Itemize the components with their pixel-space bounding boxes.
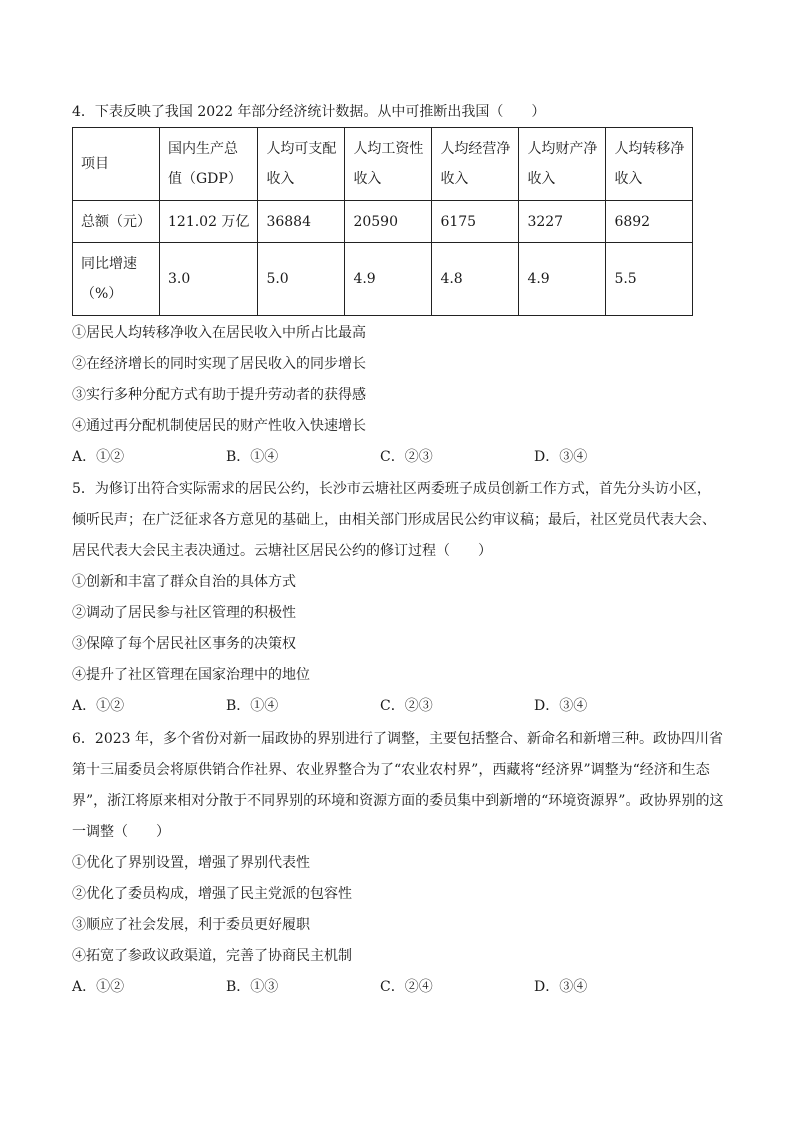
question-6-stem-line-2: 第十三届委员会将原供销合作社界、农业界整合为了“农业农村界”，西藏将“经济界”调整为“经济和生态 xyxy=(72,762,710,778)
q5-option-c[interactable]: C．②③ xyxy=(380,698,433,714)
question-5-stem-line-2: 倾听民声；在广泛征求各方意见的基础上，由相关部门形成居民公约审议稿；最后，社区党员代表大会、 xyxy=(72,512,716,528)
q6-statement-1: ①优化了界别设置，增强了界别代表性 xyxy=(72,855,310,871)
q6-statement-2: ②优化了委员构成，增强了民主党派的包容性 xyxy=(72,886,352,902)
table-cell: 5.5 xyxy=(606,243,693,316)
table-header-row xyxy=(73,128,693,201)
q4-option-c[interactable]: C．②③ xyxy=(380,449,433,465)
q6-option-d[interactable]: D．③④ xyxy=(534,979,588,995)
question-5-stem-line-1: 5．为修订出符合实际需求的居民公约，长沙市云塘社区两委班子成员创新工作方式，首先分头访小区， xyxy=(72,481,711,497)
row-label-growth: 同比增速 （%） xyxy=(73,243,160,316)
table-cell: 6175 xyxy=(432,201,519,243)
table-cell: 5.0 xyxy=(258,243,345,316)
question-6-stem-line-1: 6．2023 年，多个省份对新一届政协的界别进行了调整，主要包括整合、新命名和新增三种。政协四川省 xyxy=(72,731,723,747)
table-row xyxy=(73,243,693,316)
q4-option-a[interactable]: A．①② xyxy=(72,449,125,465)
question-6-stem-line-3: 界”，浙江将原来相对分散于不同界别的环境和资源方面的委员集中到新增的“环境资源界”。政协界别的这 xyxy=(72,793,724,809)
q5-statement-2: ②调动了居民参与社区管理的积极性 xyxy=(72,605,296,621)
q6-statement-3: ③顺应了社会发展，利于委员更好履职 xyxy=(72,917,310,933)
header-transfer-income: 人均转移净 收入 xyxy=(606,128,693,201)
q4-statement-4: ④通过再分配机制使居民的财产性收入快速增长 xyxy=(72,418,366,434)
header-property-income: 人均财产净 收入 xyxy=(519,128,606,201)
q6-option-a[interactable]: A．①② xyxy=(72,979,125,995)
q6-option-b[interactable]: B．①③ xyxy=(226,979,279,995)
header-item: 项目 xyxy=(73,128,160,201)
q6-statement-4: ④拓宽了参政议政渠道，完善了协商民主机制 xyxy=(72,948,352,964)
question-6-stem-line-4: 一调整（ ） xyxy=(72,824,170,840)
q5-option-b[interactable]: B．①④ xyxy=(226,698,279,714)
economic-statistics-table xyxy=(72,127,693,316)
table-cell: 36884 xyxy=(258,201,345,243)
table-cell: 20590 xyxy=(345,201,432,243)
row-label-total: 总额（元） xyxy=(73,201,160,243)
q4-option-d[interactable]: D．③④ xyxy=(534,449,588,465)
table-cell: 6892 xyxy=(606,201,693,243)
q5-option-d[interactable]: D．③④ xyxy=(534,698,588,714)
table-row xyxy=(73,201,693,243)
question-5-stem-line-3: 居民代表大会民主表决通过。云塘社区居民公约的修订过程（ ） xyxy=(72,543,492,559)
table-cell: 121.02 万亿 xyxy=(160,201,258,243)
table-cell: 4.9 xyxy=(519,243,606,316)
q4-option-b[interactable]: B．①④ xyxy=(226,449,279,465)
q6-option-c[interactable]: C．②④ xyxy=(380,979,433,995)
q5-statement-4: ④提升了社区管理在国家治理中的地位 xyxy=(72,667,310,683)
question-4-stem: 4．下表反映了我国 2022 年部分经济统计数据。从中可推断出我国（ ） xyxy=(72,104,546,120)
table-cell: 3.0 xyxy=(160,243,258,316)
header-disposable-income: 人均可支配 收入 xyxy=(258,128,345,201)
header-wage-income: 人均工资性 收入 xyxy=(345,128,432,201)
q5-statement-1: ①创新和丰富了群众自治的具体方式 xyxy=(72,574,296,590)
table-cell: 3227 xyxy=(519,201,606,243)
header-gdp: 国内生产总 值（GDP） xyxy=(160,128,258,201)
q4-statement-3: ③实行多种分配方式有助于提升劳动者的获得感 xyxy=(72,387,366,403)
q5-statement-3: ③保障了每个居民社区事务的决策权 xyxy=(72,636,296,652)
q5-option-a[interactable]: A．①② xyxy=(72,698,125,714)
q4-statement-2: ②在经济增长的同时实现了居民收入的同步增长 xyxy=(72,356,366,372)
table-cell: 4.9 xyxy=(345,243,432,316)
header-business-income: 人均经营净 收入 xyxy=(432,128,519,201)
q4-statement-1: ①居民人均转移净收入在居民收入中所占比最高 xyxy=(72,325,366,341)
table-cell: 4.8 xyxy=(432,243,519,316)
